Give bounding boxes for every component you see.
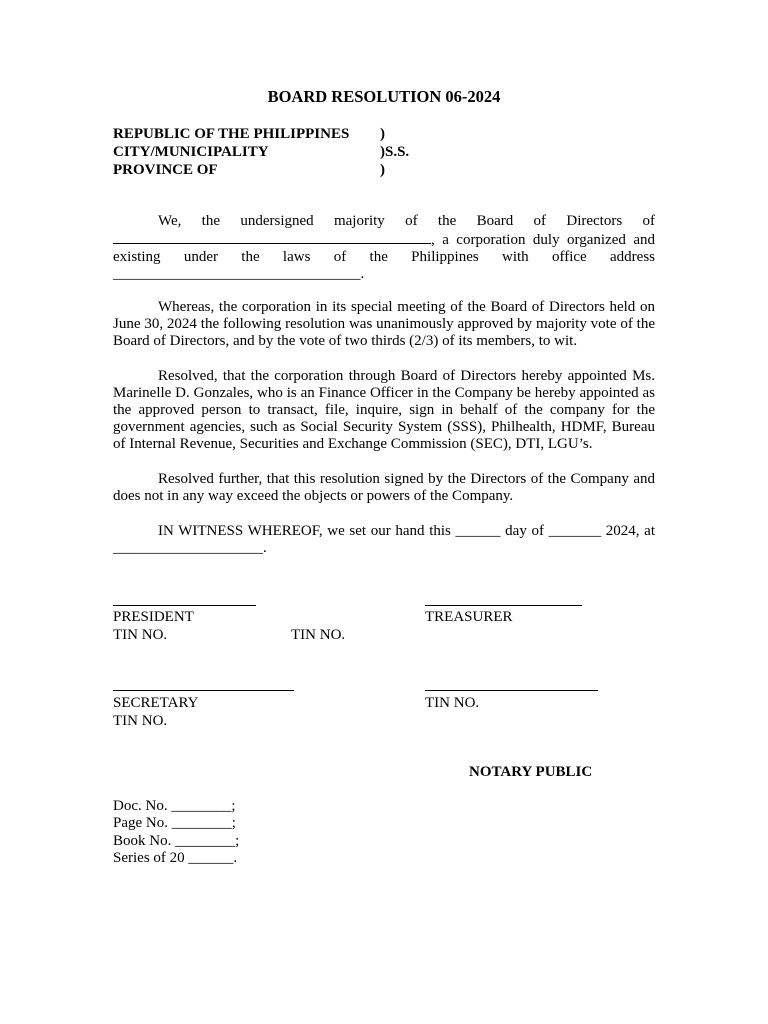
venue-republic-label: REPUBLIC OF THE PHILIPPINES [113, 126, 350, 142]
venue-province-label: PROVINCE OF [113, 162, 218, 178]
paragraph-witness [113, 523, 655, 557]
venue-republic-mark: ) [380, 126, 385, 142]
office-address-blank: _________________________________. [113, 266, 365, 282]
treasurer-label: TREASURER [425, 609, 513, 625]
middle-tin-label: TIN NO. [291, 627, 346, 643]
para1-line3: existing under the laws of the Philippines with office address [113, 249, 655, 265]
president-tin-label: TIN NO. [113, 627, 168, 643]
page-no-field: Page No. ________; [113, 815, 236, 831]
corporation-name-blank [113, 230, 431, 244]
document-title: BOARD RESOLUTION 06-2024 [267, 87, 501, 106]
venue-province-mark: ) [380, 162, 385, 178]
paragraph-resolved: Resolved, that the corporation through Board of Directors hereby appointed Ms. Marinelle D. Gonzales, who is an Finance Officer in the Company be hereby appointed as the approved person to transact, file, inquire, sign in behalf of the company for the government agencies, such as Social Security System (SSS), Philhealth, HDMF, Bureau of Internal Revenue, Securities and Exchange Commission (SEC), DTI, LGU’s. [113, 368, 655, 452]
right-tin-label: TIN NO. [425, 695, 480, 711]
secretary-signature-line [113, 690, 294, 691]
secretary-label: SECRETARY [113, 695, 199, 711]
series-field: Series of 20 ______. [113, 850, 238, 866]
president-label: PRESIDENT [113, 609, 194, 625]
right-signature-line [425, 690, 598, 691]
witness-line1: IN WITNESS WHEREOF, we set our hand this ______ day of _______ 2024, at [158, 523, 655, 539]
witness-place-blank: ____________________. [113, 540, 267, 556]
paragraph-whereas: Whereas, the corporation in its special meeting of the Board of Directors held on June 30, 2024 the following resolution was unanimously approved by majority vote of the Board of Directors, and by the vote of two thirds (2/3) of its members, to wit. [113, 299, 655, 349]
venue-city-label: CITY/MUNICIPALITY [113, 144, 269, 160]
paragraph-resolved-further: Resolved further, that this resolution signed by the Directors of the Company and does not in any way exceed the objects or powers of the Company. [113, 471, 655, 504]
treasurer-signature-line [425, 605, 582, 606]
president-signature-line [113, 605, 256, 606]
notary-heading: NOTARY PUBLIC [469, 764, 593, 780]
para1-line1: We, the undersigned majority of the Board of Directors of [158, 213, 655, 229]
venue-city-mark: )S.S. [380, 144, 410, 160]
paragraph-undersigned [113, 213, 655, 283]
secretary-tin-label: TIN NO. [113, 713, 168, 729]
doc-no-field: Doc. No. ________; [113, 798, 236, 814]
book-no-field: Book No. ________; [113, 833, 240, 849]
para1-line2-text: , a corporation duly organized and [431, 232, 655, 248]
para1-line2 [113, 230, 655, 249]
